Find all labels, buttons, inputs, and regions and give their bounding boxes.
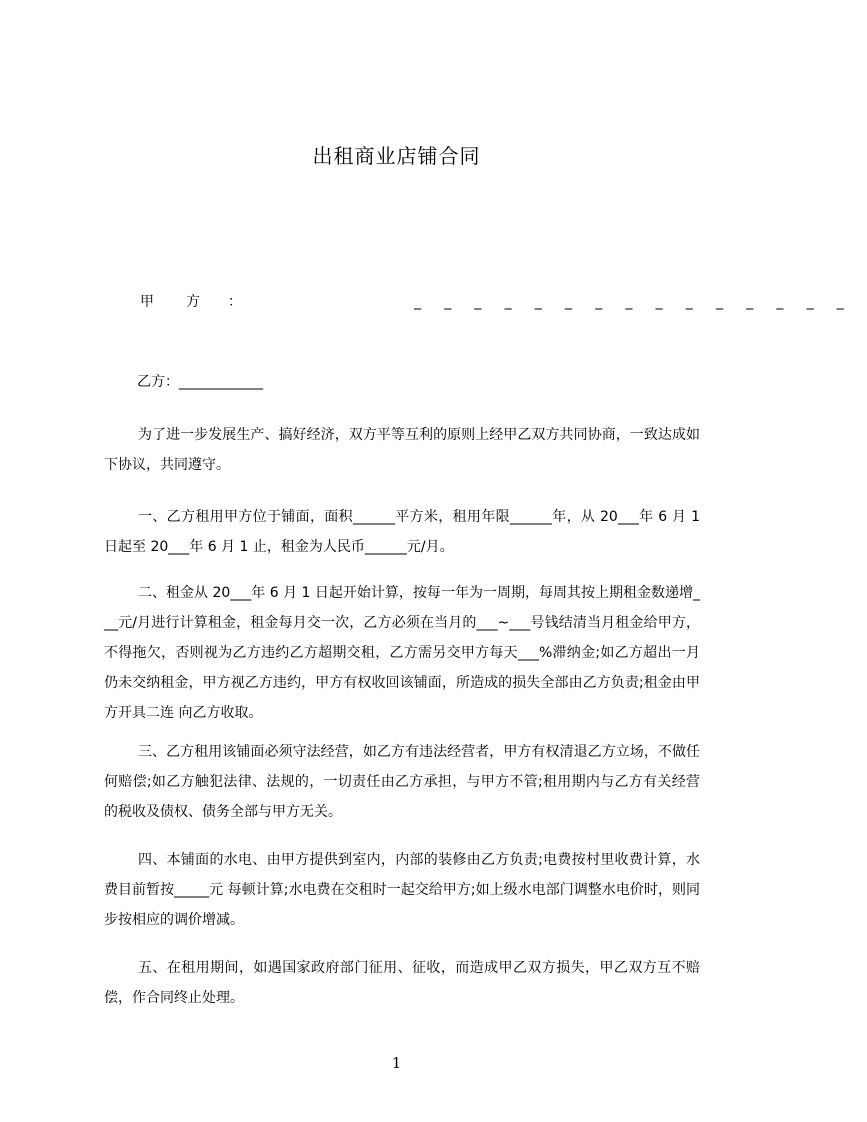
clause-3: 三、乙方租用该铺面必须守法经营，如乙方有违法经营者，甲方有权清退乙方立场，不做任何赔偿;如乙方触犯法律、法规的，一切责任由乙方承担，与甲方不管;租用期内与乙方有关经营的税收及债权、债务全部与甲方无关。 [104,744,700,820]
document-title: 出租商业店铺合同 [312,144,481,168]
party-a-blank: _______________ [414,294,867,310]
party-a-label-char-2: 方 [186,294,200,310]
clause-1: 一、乙方租用甲方位于铺面，面积______平方米，租用年限______年，从 20___年 6 月 1 日起至 20___年 6 月 1 止，租金为人民币______元/月。 [104,509,700,555]
party-a-label-char-1: 甲 [140,294,154,310]
clause-5: 五、在租用期间，如遇国家政府部门征用、征收，而造成甲乙双方损失，甲乙双方互不赔偿，作合同终止处理。 [104,960,700,1006]
page-number: 1 [391,1054,402,1072]
clause-4: 四、本铺面的水电、由甲方提供到室内，内部的装修由乙方负责;电费按村里收费计算，水费目前暂按_____元 每顿计算;水电费在交租时一起交给甲方;如上级水电部门调整水电价时，则同步按相应的调价增减。 [104,852,700,928]
party-b-line: 乙方：____________ [137,374,263,390]
intro-paragraph: 为了进一步发展生产、搞好经济，双方平等互利的原则上经甲乙双方共同协商，一致达成如下协议，共同遵守。 [104,427,700,473]
clause-2: 二、租金从 20___年 6 月 1 日起开始计算，按每一年为一周期，每周其按上期租金数递增___元/月进行计算租金，租金每月交一次，乙方必须在当月的___~___号钱结清当月租金给甲方，不得拖欠，否则视为乙方违约乙方超期交租，乙方需另交甲方每天___%滞纳金;如乙方超出一月仍未交纳租金，甲方视乙方违约，甲方有权收回该铺面，所造成的损失全部由乙方负责;租金由甲方开具二连 向乙方收取。 [104,585,700,721]
party-a-colon: ： [228,294,242,310]
